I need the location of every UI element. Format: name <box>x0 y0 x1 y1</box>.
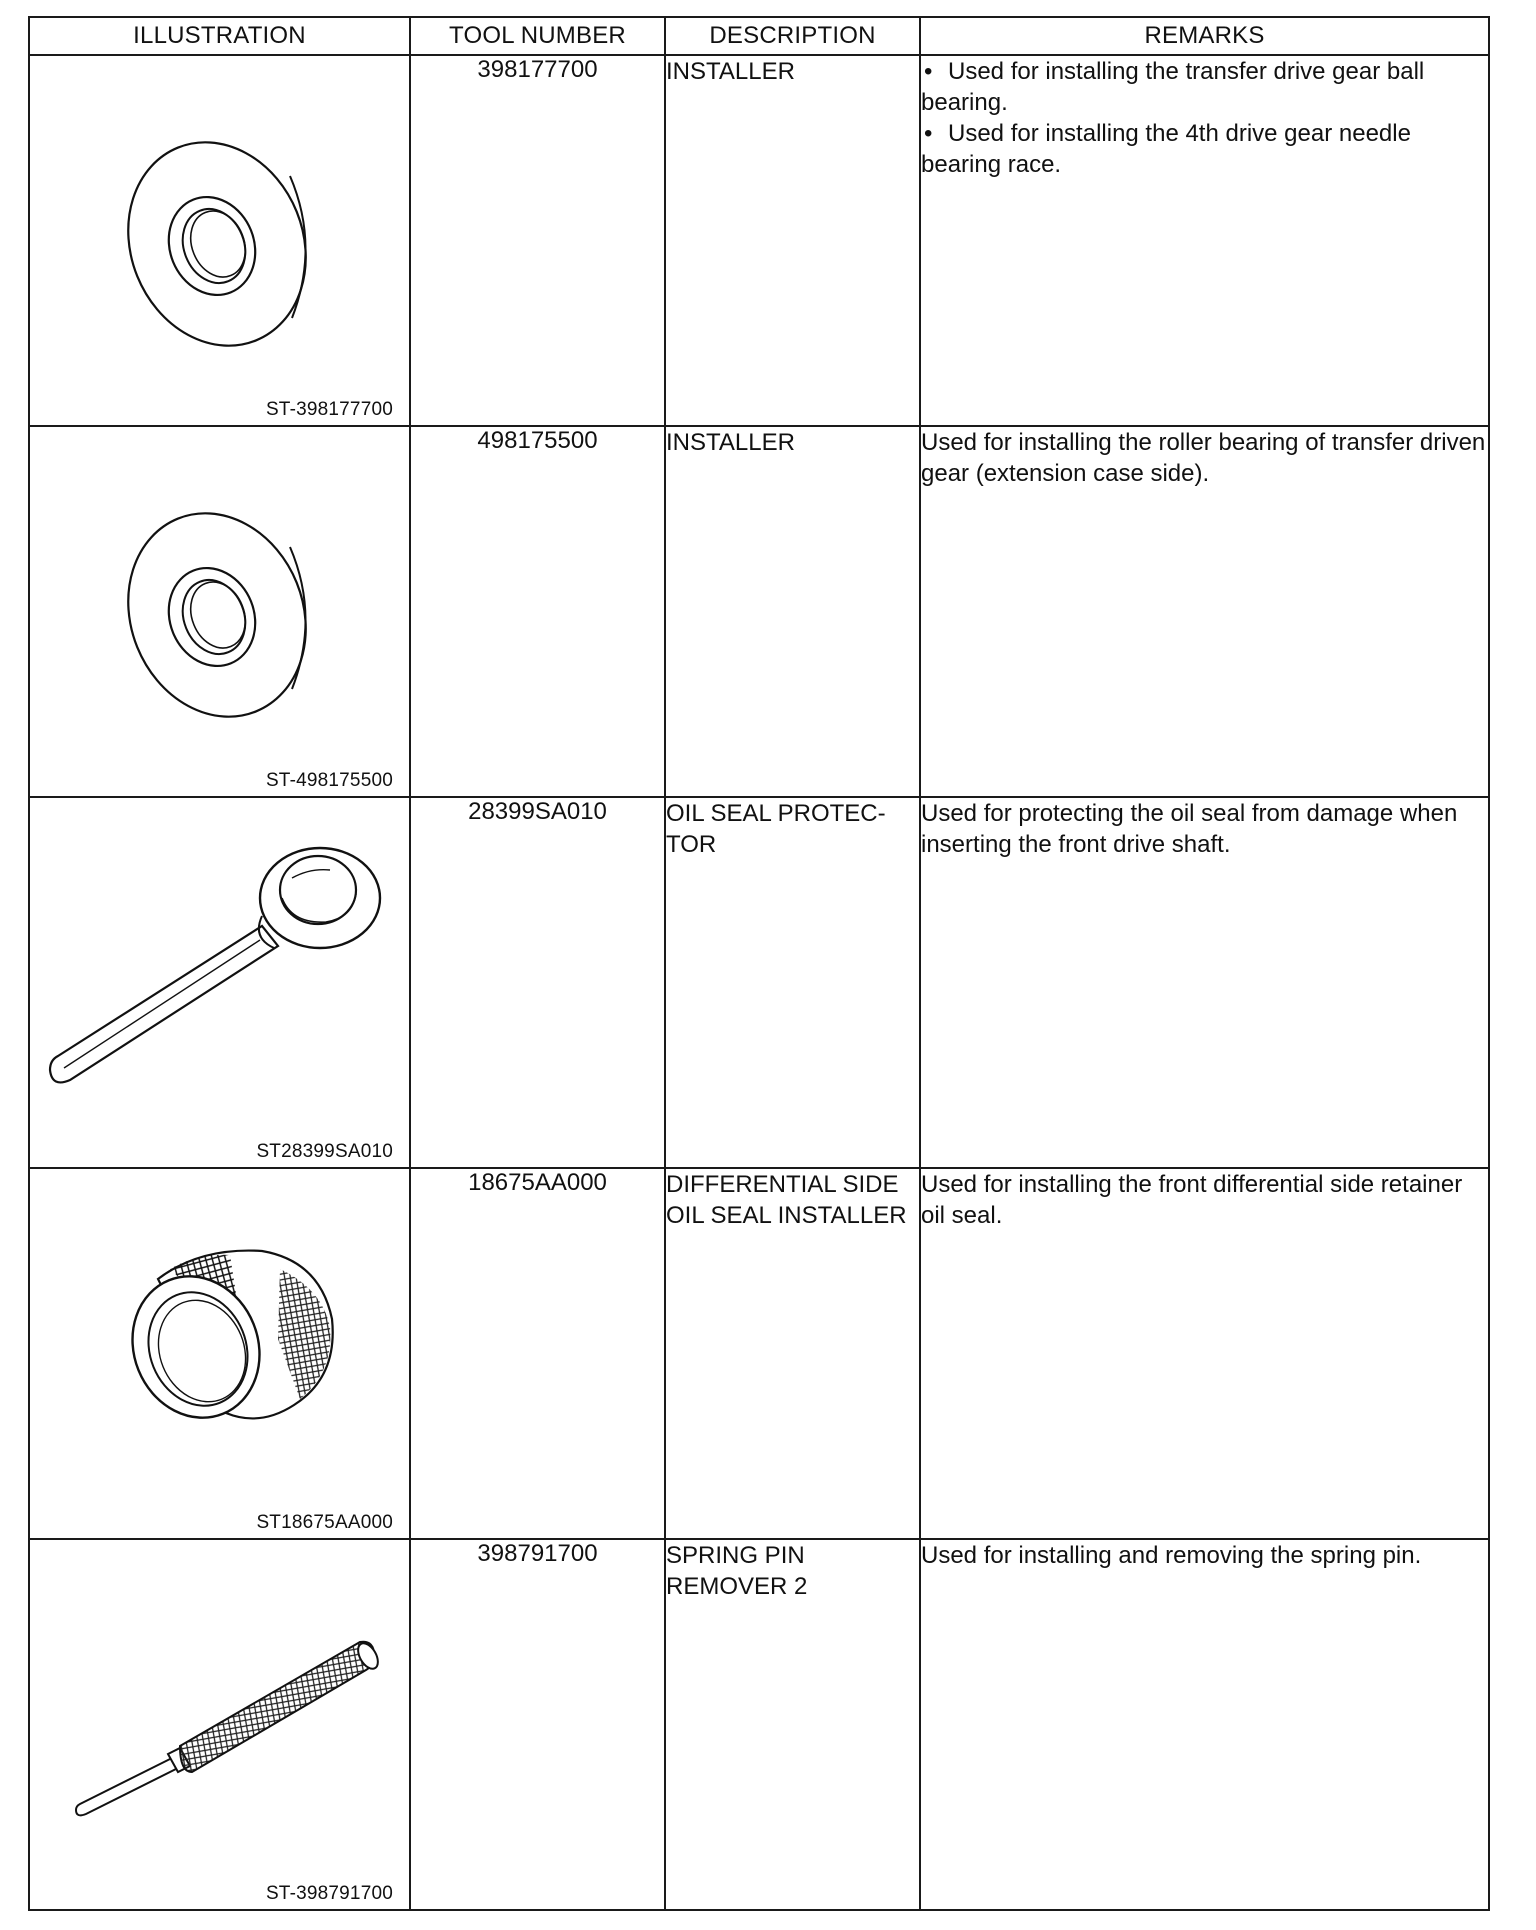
illustration-code: ST28399SA010 <box>256 1141 393 1162</box>
knurled-installer-icon <box>30 1169 407 1538</box>
tool-number: 398177700 <box>410 55 665 426</box>
table-row <box>29 1539 1489 1910</box>
tool-description: OIL SEAL PROTEC-TOR <box>665 797 920 1168</box>
installer-disc-icon <box>30 427 407 796</box>
tool-remarks: Used for installing the front differential side retainer oil seal. <box>920 1168 1489 1539</box>
illustration-cell <box>29 1168 410 1539</box>
header-illustration: ILLUSTRATION <box>29 17 410 55</box>
illustration-cell <box>29 1539 410 1910</box>
tool-description: INSTALLER <box>665 55 920 426</box>
tool-remarks: Used for protecting the oil seal from damage when inserting the front drive shaft. <box>920 797 1489 1168</box>
illustration-code: ST-398791700 <box>265 1883 393 1904</box>
tool-description: DIFFERENTIAL SIDE OIL SEAL INSTALLER <box>665 1168 920 1539</box>
tool-number: 398791700 <box>410 1539 665 1910</box>
tool-remarks <box>920 55 1489 426</box>
remark-item: • Used for installing the 4th drive gear needle bearing race. <box>921 118 1488 180</box>
installer-disc-icon <box>30 56 407 425</box>
table-row <box>29 797 1489 1168</box>
tool-remarks: Used for installing and removing the spring pin. <box>920 1539 1489 1910</box>
table-header-row <box>29 17 1489 55</box>
spring-pin-remover-icon <box>30 1540 407 1909</box>
tool-description: INSTALLER <box>665 426 920 797</box>
tool-number: 498175500 <box>410 426 665 797</box>
illustration-cell <box>29 797 410 1168</box>
header-tool-number: TOOL NUMBER <box>410 17 665 55</box>
oil-seal-protector-icon <box>30 798 407 1167</box>
table-row <box>29 55 1489 426</box>
tool-description: SPRING PIN REMOVER 2 <box>665 1539 920 1910</box>
special-tools-table <box>28 16 1490 1911</box>
illustration-cell <box>29 426 410 797</box>
illustration-code: ST18675AA000 <box>256 1512 393 1533</box>
table-row <box>29 1168 1489 1539</box>
tool-number: 28399SA010 <box>410 797 665 1168</box>
table-row <box>29 426 1489 797</box>
tool-remarks: Used for installing the roller bearing of transfer driven gear (extension case side). <box>920 426 1489 797</box>
illustration-cell <box>29 55 410 426</box>
header-remarks: REMARKS <box>920 17 1489 55</box>
illustration-code: ST-398177700 <box>265 399 393 420</box>
tool-number: 18675AA000 <box>410 1168 665 1539</box>
header-description: DESCRIPTION <box>665 17 920 55</box>
illustration-code: ST-498175500 <box>265 770 393 791</box>
remark-item: • Used for installing the transfer drive gear ball bearing. <box>921 56 1488 118</box>
